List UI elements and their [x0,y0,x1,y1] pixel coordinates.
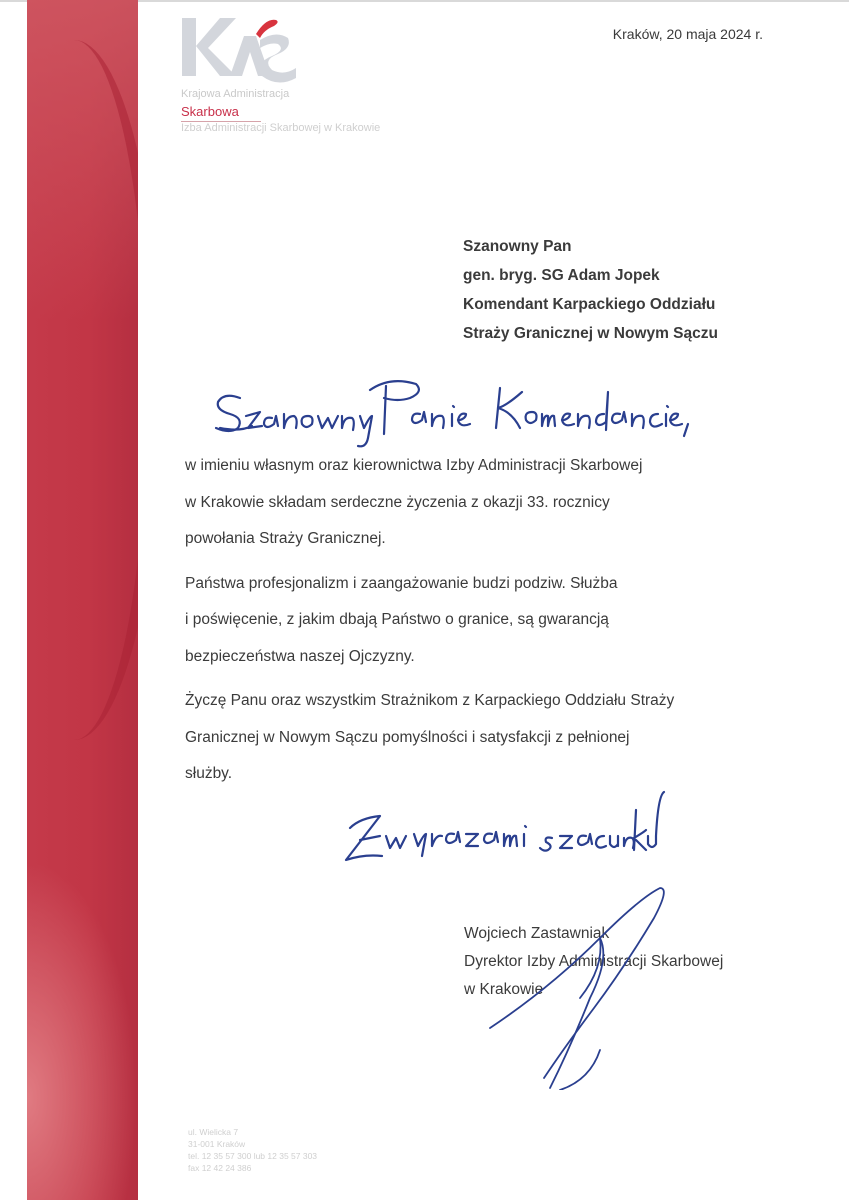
recipient-line: Komendant Karpackiego Oddziału [463,296,716,313]
logo-line-1: Krajowa Administracja [181,88,290,100]
handwritten-signature [450,880,710,1090]
handwriting-salutation-icon [200,370,700,460]
body-line: i poświęcenie, z jakim dbają Państwo o granice, są gwarancją [185,611,609,628]
footer-line: 31-001 Kraków [188,1139,246,1149]
kas-logo-icon [180,14,300,94]
letter-body [185,448,785,801]
body-line: powołania Straży Granicznej. [185,530,386,547]
letter-date: Kraków, 20 maja 2024 r. [612,26,763,42]
decorative-red-band [27,0,138,1200]
handwriting-closing-icon [330,790,670,890]
recipient-line: Szanowny Pan [463,238,572,255]
body-line: Życzę Panu oraz wszystkim Strażnikom z Karpackiego Oddziału Straży [185,692,675,709]
recipient-line: gen. bryg. SG Adam Jopek [463,267,660,284]
handwritten-closing [330,790,670,890]
signatory-title: Dyrektor Izby Administracji Skarbowej [464,953,724,970]
signatory-title: w Krakowie [464,981,544,998]
handwritten-salutation [200,370,700,460]
body-line: w Krakowie składam serdeczne życzenia z okazji 33. rocznicy [185,493,610,511]
body-line: służby. [185,765,233,782]
recipient-block [463,232,718,348]
body-line: Granicznej w Nowym Sączu pomyślności i satysfakcji z pełnionej [185,728,630,746]
kas-logo [180,14,300,94]
signatory-name: Wojciech Zastawniak [464,925,610,942]
signature-icon [450,880,710,1090]
body-paragraph [185,683,785,793]
recipient-line: Straży Granicznej w Nowym Sączu [463,325,718,342]
footer-line: fax 12 42 24 386 [188,1163,252,1173]
body-line: bezpieczeństwa naszej Ojczyzny. [185,647,415,665]
body-line: Państwa profesjonalizm i zaangażowanie budzi podziw. Służba [185,574,618,592]
logo-line-2: Skarbowa [181,104,239,119]
footer-address [188,1126,317,1174]
footer-line: tel. 12 35 57 300 lub 12 35 57 303 [188,1151,318,1161]
body-line: w imieniu własnym oraz kierownictwa Izby Administracji Skarbowej [185,457,643,474]
body-paragraph [185,448,785,558]
footer-line: ul. Wielicka 7 [188,1127,239,1137]
logo-line-3: Izba Administracji Skarbowej w Krakowie [181,122,381,134]
body-paragraph [185,566,785,676]
